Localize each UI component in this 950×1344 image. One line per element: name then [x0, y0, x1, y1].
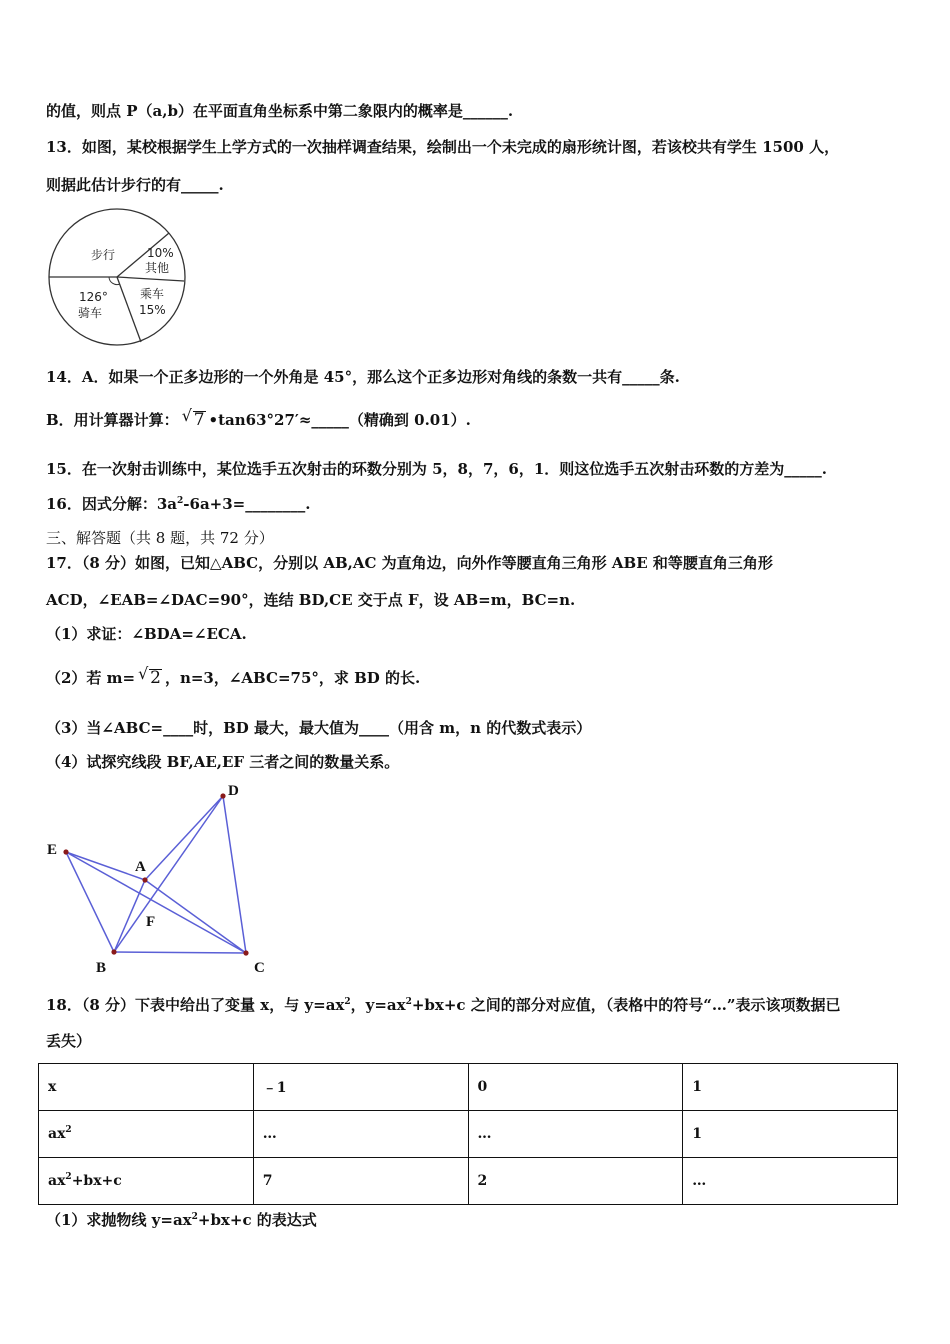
table-cell: 7	[253, 1158, 468, 1205]
pie-divider-right	[117, 277, 184, 281]
q17-part2-prefix: （2）若 m=	[46, 669, 136, 687]
q18-part1	[46, 1210, 317, 1230]
sqrt-2-radicand: 2	[150, 668, 161, 688]
table-row-x	[39, 1064, 898, 1111]
q15: 15．在一次射击训练中，某位选手五次射击的环数分别为 5，8，7，6，1．则这位选手五次射击环数的方差为_____.	[46, 460, 828, 478]
q18-exp-2: 2	[405, 997, 412, 1007]
table-cell: ﹣1	[253, 1064, 468, 1111]
q17-line1: 17．（8 分）如图，已知△ABC，分别以 AB,AC 为直角边，向外作等腰直角三角形 ABE 和等腰直角三角形	[46, 554, 773, 572]
geometry-points	[63, 793, 248, 955]
q18-line1-mid: ，y=ax	[350, 996, 406, 1014]
segment-AC	[145, 880, 246, 953]
section-3-heading: 三、解答题（共 8 题，共 72 分）	[46, 529, 274, 547]
q16-suffix: -6a+3=________.	[183, 495, 311, 513]
pie-chart	[45, 205, 195, 355]
point-D	[220, 793, 225, 798]
label-F: F	[146, 914, 156, 930]
value-table	[38, 1063, 898, 1205]
table-cell: 1	[683, 1064, 898, 1111]
q16	[46, 494, 310, 514]
sqrt-2	[138, 668, 162, 688]
q18-line1-prefix: 18．（8 分）下表中给出了变量 x，与 y=ax	[46, 996, 345, 1014]
slice-value-bike: 126°	[79, 290, 108, 304]
point-E	[63, 849, 68, 854]
point-A	[142, 877, 147, 882]
segment-BC	[114, 952, 246, 953]
q14-b-suffix: •tan63°27′≈_____（精确到 0.01）.	[208, 411, 471, 429]
q17-part4: （4）试探究线段 BF,AE,EF 三者之间的数量关系。	[46, 753, 400, 771]
q18-part1-suffix: +bx+c 的表达式	[197, 1211, 317, 1229]
segment-DC	[223, 796, 246, 953]
q17-part1: （1）求证：∠BDA=∠ECA.	[46, 625, 247, 643]
geometry-figure	[40, 780, 280, 980]
q18-line1-suffix: +bx+c 之间的部分对应值，（表格中的符号“…”表示该项数据已	[411, 996, 841, 1014]
slice-value-other: 10%	[147, 246, 174, 260]
q17-part2-suffix: ，n=3，∠ABC=75°，求 BD 的长.	[164, 669, 421, 687]
q18-part1-exp: 2	[191, 1212, 198, 1222]
table-row-quadratic	[39, 1158, 898, 1205]
slice-label-bus: 乘车	[140, 287, 165, 301]
q17-part2	[46, 668, 420, 688]
table-cell: …	[253, 1111, 468, 1158]
segment-BA	[114, 880, 145, 952]
q18-part1-prefix: （1）求抛物线 y=ax	[46, 1211, 192, 1229]
q14-b	[46, 410, 471, 430]
geometry-lines	[66, 796, 246, 953]
segment-BD	[114, 796, 223, 952]
q13-line2: 则据此估计步行的有_____.	[46, 176, 224, 194]
label-C: C	[254, 960, 265, 976]
q14-a: 14．A．如果一个正多边形的一个外角是 45°，那么这个正多边形对角线的条数一共有_____条.	[46, 368, 680, 386]
pie-divider-bottom	[117, 277, 141, 342]
q12-tail: 的值，则点 P（a,b）在平面直角坐标系中第二象限内的概率是______.	[46, 102, 514, 120]
slice-label-walk: 步行	[91, 248, 116, 262]
q16-exp: 2	[177, 496, 184, 506]
q14-b-prefix: B．用计算器计算：	[46, 411, 179, 429]
table-cell: x	[39, 1064, 254, 1111]
table-cell: …	[468, 1111, 683, 1158]
table-row-ax2	[39, 1111, 898, 1158]
table-cell: 2	[468, 1158, 683, 1205]
table-cell: 0	[468, 1064, 683, 1111]
table-cell: 1	[683, 1111, 898, 1158]
point-C	[243, 950, 248, 955]
table-row-header: $ax^2+bx+c$	[39, 1158, 254, 1205]
table-cell: …	[683, 1158, 898, 1205]
slice-label-other: 其他	[145, 261, 170, 275]
table-row-header: $ax^2$	[39, 1111, 254, 1158]
point-B	[111, 949, 116, 954]
sqrt-7	[182, 410, 206, 430]
q17-line2: ACD，∠EAB=∠DAC=90°，连结 BD,CE 交于点 F，设 AB=m，BC=n.	[46, 591, 576, 609]
label-B: B	[96, 960, 107, 976]
sqrt-7-radicand: 7	[193, 410, 205, 430]
label-E: E	[47, 842, 58, 858]
segment-AD	[145, 796, 223, 880]
q18-line1	[46, 995, 841, 1015]
q17-part3: （3）当∠ABC=____时，BD 最大，最大值为____（用含 m，n 的代数式表示）	[46, 719, 592, 737]
q18-exp-1: 2	[344, 997, 351, 1007]
q13-line1: 13．如图，某校根据学生上学方式的一次抽样调查结果，绘制出一个未完成的扇形统计图，若该校共有学生 1500 人，	[46, 138, 840, 156]
slice-value-bus: 15%	[139, 303, 166, 317]
label-D: D	[228, 783, 239, 799]
q18-line2: 丢失）	[46, 1032, 92, 1050]
slice-label-bike: 骑车	[78, 306, 103, 320]
q16-prefix: 16．因式分解：3a	[46, 495, 178, 513]
label-A: A	[135, 859, 146, 875]
